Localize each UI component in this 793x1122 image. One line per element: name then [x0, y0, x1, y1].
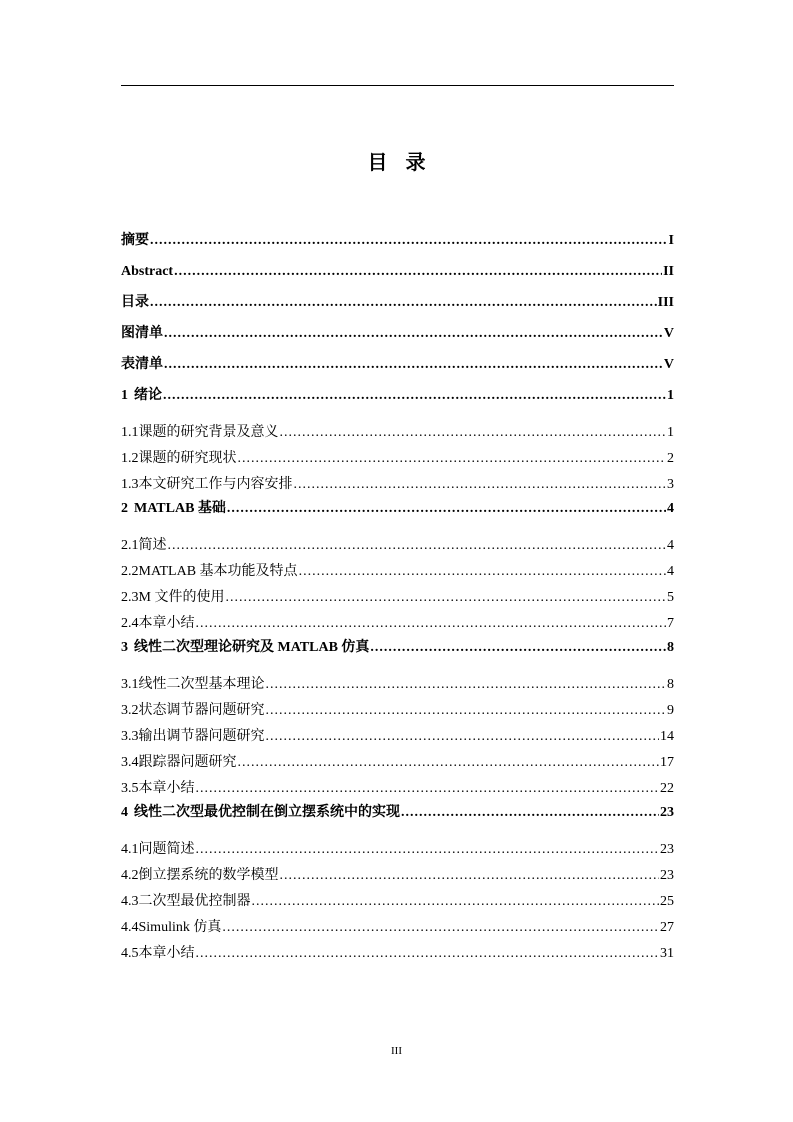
- toc-entry-page: 31: [660, 946, 674, 961]
- toc-dot-leader: [401, 802, 659, 824]
- toc-entry-label: 输出调节器问题研究: [138, 729, 265, 744]
- toc-entry-page: 9: [667, 703, 674, 718]
- toc-entry-label: 摘要: [121, 233, 149, 248]
- toc-entry-label: 二次型最优控制器: [138, 894, 251, 909]
- toc-entry-number: 4.3: [121, 894, 139, 909]
- toc-entry-number: 2.2: [121, 564, 139, 579]
- toc-entry-number: 1.3: [121, 477, 139, 492]
- toc-section-entry[interactable]: [121, 724, 674, 750]
- toc-entry-number: 1: [121, 388, 128, 403]
- toc-entry-page: I: [668, 233, 674, 248]
- toc-section-entry[interactable]: [121, 420, 674, 446]
- toc-entry-label: Simulink 仿真: [138, 920, 222, 935]
- toc-entry-number: 4.4: [121, 920, 139, 935]
- toc-entry-page: 23: [660, 805, 674, 820]
- toc-entry-page: 22: [660, 781, 674, 796]
- toc-dot-leader: [196, 611, 667, 637]
- toc-dot-leader: [164, 323, 663, 345]
- toc-dot-leader: [227, 498, 666, 520]
- toc-entry-label: Abstract: [121, 264, 174, 279]
- toc-entry-number: 3.2: [121, 703, 139, 718]
- toc-chapter-entry[interactable]: [121, 637, 674, 672]
- toc-entry-page: 27: [660, 920, 674, 935]
- toc-entry-page: V: [663, 357, 674, 372]
- toc-dot-leader: [252, 889, 660, 915]
- toc-entry-label: M 文件的使用: [138, 590, 225, 605]
- toc-section-entry[interactable]: [121, 889, 674, 915]
- toc-entry-label: 线性二次型基本理论: [138, 677, 265, 692]
- toc-chapter-entry[interactable]: [121, 323, 674, 354]
- toc-section-entry[interactable]: [121, 559, 674, 585]
- toc-entry-number: 4: [121, 805, 128, 820]
- toc-chapter-entry[interactable]: [121, 802, 674, 837]
- toc-entry-number: 1.2: [121, 451, 139, 466]
- toc-entry-number: 3.3: [121, 729, 139, 744]
- toc-entry-page: 25: [660, 894, 674, 909]
- toc-dot-leader: [238, 446, 667, 472]
- toc-entry-page: 1: [667, 425, 674, 440]
- toc-entry-page: 8: [667, 640, 674, 655]
- toc-section-entry[interactable]: [121, 941, 674, 967]
- toc-section-entry[interactable]: [121, 698, 674, 724]
- toc-dot-leader: [222, 915, 659, 941]
- toc-entry-label: 线性二次型最优控制在倒立摆系统中的实现: [134, 805, 400, 820]
- toc-chapter-entry[interactable]: [121, 498, 674, 533]
- toc-entry-label: 本章小结: [138, 616, 195, 631]
- toc-section-entry[interactable]: [121, 611, 674, 637]
- toc-entry-page: 23: [660, 842, 674, 857]
- toc-chapter-entry[interactable]: [121, 261, 674, 292]
- toc-dot-leader: [294, 472, 667, 498]
- toc-entry-page: 3: [667, 477, 674, 492]
- toc-section-entry[interactable]: [121, 915, 674, 941]
- toc-dot-leader: [225, 585, 666, 611]
- toc-section-entry[interactable]: [121, 837, 674, 863]
- toc-chapter-entry[interactable]: [121, 292, 674, 323]
- toc-entry-number: 1.1: [121, 425, 139, 440]
- toc-entry-label: 倒立摆系统的数学模型: [138, 868, 279, 883]
- toc-dot-leader: [174, 261, 662, 283]
- toc-entry-page: 4: [667, 501, 674, 516]
- toc-entry-label: 目录: [121, 295, 149, 310]
- toc-entry-label: 跟踪器问题研究: [138, 755, 237, 770]
- toc-entry-page: V: [663, 326, 674, 341]
- toc-entry-label: 本章小结: [138, 781, 195, 796]
- toc-dot-leader: [280, 420, 667, 446]
- toc-entry-label: 线性二次型理论研究及 MATLAB 仿真: [134, 640, 370, 655]
- toc-entry-label: 状态调节器问题研究: [138, 703, 265, 718]
- toc-dot-leader: [266, 698, 667, 724]
- toc-chapter-entry[interactable]: [121, 354, 674, 385]
- toc-entry-label: 简述: [138, 538, 167, 553]
- toc-entry-number: 2.3: [121, 590, 139, 605]
- toc-entry-number: 3.1: [121, 677, 139, 692]
- toc-dot-leader: [196, 837, 660, 863]
- toc-dot-leader: [150, 230, 668, 252]
- toc-section-entry[interactable]: [121, 672, 674, 698]
- toc-entry-page: 5: [667, 590, 674, 605]
- toc-entry-number: 2.1: [121, 538, 139, 553]
- toc-dot-leader: [196, 776, 660, 802]
- toc-dot-leader: [164, 354, 663, 376]
- toc-entry-page: 14: [660, 729, 674, 744]
- page-title: 目录: [367, 150, 444, 174]
- toc-entry-number: 4.2: [121, 868, 139, 883]
- toc-entry-label: 问题简述: [138, 842, 195, 857]
- toc-chapter-entry[interactable]: [121, 230, 674, 261]
- toc-section-entry[interactable]: [121, 863, 674, 889]
- toc-entry-label: 课题的研究背景及意义: [138, 425, 279, 440]
- toc-section-entry[interactable]: [121, 472, 674, 498]
- toc-entry-label: 绪论: [134, 388, 162, 403]
- toc-dot-leader: [280, 863, 660, 889]
- toc-entry-page: III: [657, 295, 674, 310]
- toc-entry-label: MATLAB 基础: [134, 501, 226, 516]
- toc-entry-label: 本章小结: [138, 946, 195, 961]
- toc-dot-leader: [370, 637, 666, 659]
- toc-dot-leader: [168, 533, 667, 559]
- toc-entry-number: 3.4: [121, 755, 139, 770]
- toc-entry-label: 课题的研究现状: [138, 451, 237, 466]
- toc-entry-number: 2: [121, 501, 128, 516]
- toc-entry-page: 1: [667, 388, 674, 403]
- toc-dot-leader: [163, 385, 666, 407]
- toc-entry-number: 3.5: [121, 781, 139, 796]
- toc-entry-page: 17: [660, 755, 674, 770]
- toc-section-entry[interactable]: [121, 776, 674, 802]
- toc-dot-leader: [196, 941, 660, 967]
- toc-dot-leader: [238, 750, 660, 776]
- toc-section-entry[interactable]: [121, 446, 674, 472]
- toc-chapter-entry[interactable]: [121, 385, 674, 420]
- toc-entry-page: 8: [667, 677, 674, 692]
- toc-dot-leader: [266, 724, 660, 750]
- toc-entry-page: 4: [667, 564, 674, 579]
- toc-entry-page: II: [663, 264, 674, 279]
- toc-entry-page: 4: [667, 538, 674, 553]
- toc-dot-leader: [266, 672, 667, 698]
- toc-section-entry[interactable]: [121, 585, 674, 611]
- toc-entry-number: 3: [121, 640, 128, 655]
- toc-section-entry[interactable]: [121, 750, 674, 776]
- toc-entry-number: 2.4: [121, 616, 139, 631]
- page-number: III: [391, 1045, 402, 1057]
- toc-entry-page: 2: [667, 451, 674, 466]
- table-of-contents: [121, 230, 674, 967]
- toc-entry-number: 4.1: [121, 842, 139, 857]
- toc-dot-leader: [150, 292, 657, 314]
- toc-section-entry[interactable]: [121, 533, 674, 559]
- toc-entry-label: 表清单: [121, 357, 163, 372]
- toc-entry-label: MATLAB 基本功能及特点: [138, 564, 298, 579]
- toc-dot-leader: [299, 559, 666, 585]
- toc-entry-label: 图清单: [121, 326, 163, 341]
- toc-entry-label: 本文研究工作与内容安排: [138, 477, 293, 492]
- header-rule: [121, 85, 674, 86]
- toc-entry-number: 4.5: [121, 946, 139, 961]
- toc-entry-page: 23: [660, 868, 674, 883]
- toc-entry-page: 7: [667, 616, 674, 631]
